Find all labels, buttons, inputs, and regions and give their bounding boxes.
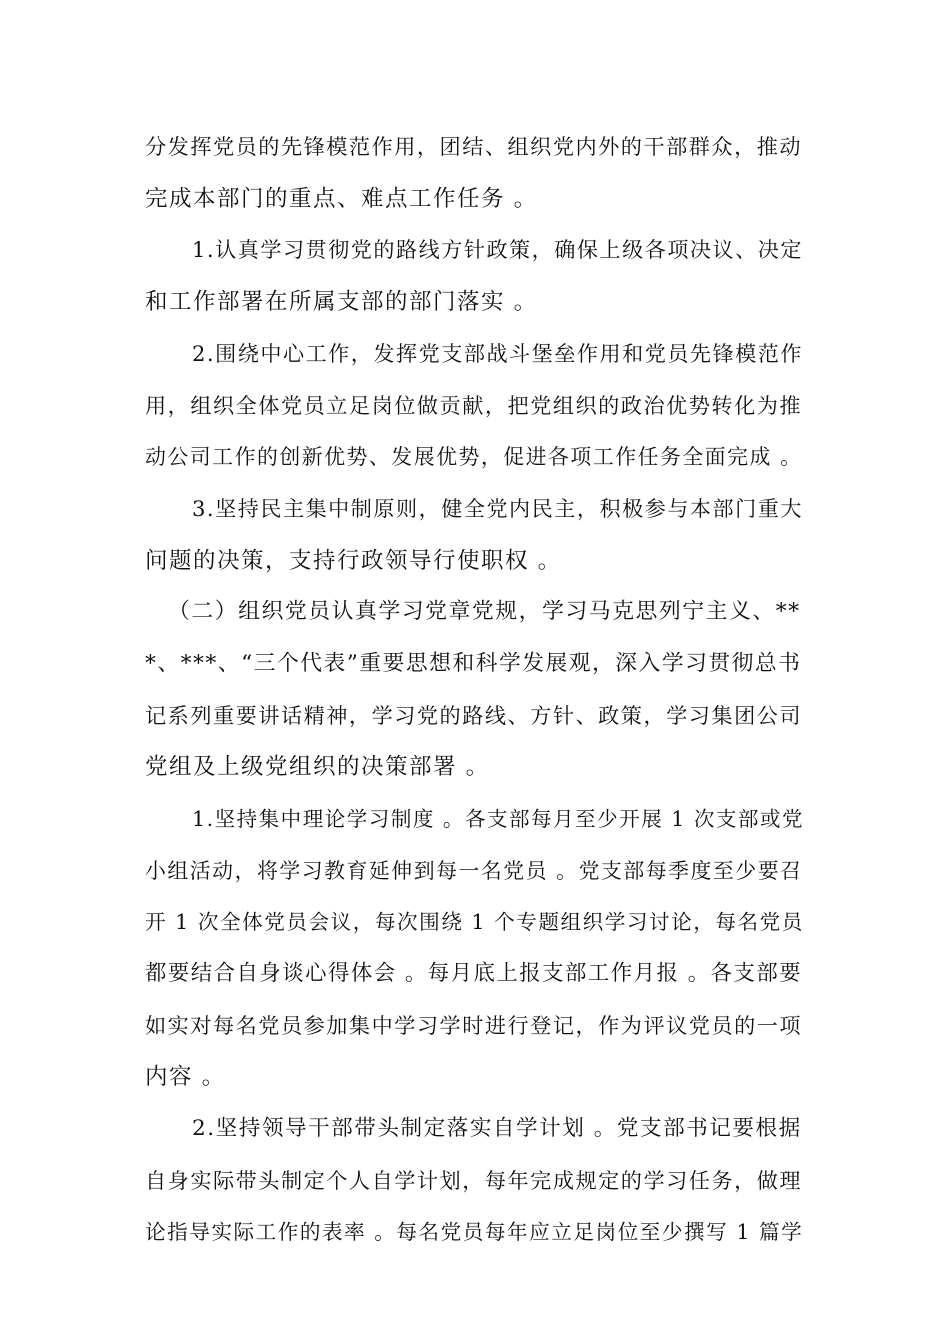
text-line: 论指导实际工作的表率 。每名党员每年应立足岗位至少撰写 1 篇学 — [145, 1220, 804, 1244]
text-line: 问题的决策，支持行政领导行使职权 。 — [145, 548, 562, 574]
text-line: 分发挥党员的先锋模范作用，团结、组织党内外的干部群众，推动 — [145, 134, 803, 159]
text-line: 完成本部门的重点、难点工作任务 。 — [145, 186, 538, 212]
text-line: 用，组织全体党员立足岗位做贡献，把党组织的政治优势转化为推 — [145, 393, 803, 418]
text-line: （二）组织党员认真学习党章党规，学习马克思列宁主义、** — [168, 599, 801, 624]
text-line: 都要结合自身谈心得体会 。每月底上报支部工作月报 。各支部要 — [145, 961, 803, 986]
text-line: 1.认真学习贯彻党的路线方针政策，确保上级各项决议、决定 — [192, 237, 803, 262]
text-line: *、***、“三个代表”重要思想和科学发展观，深入学习贯彻总书 — [145, 651, 802, 676]
text-line: 如实对每名党员参加集中学习学时进行登记，作为评议党员的一项 — [145, 1013, 803, 1038]
text-line: 开 1 次全体党员会议，每次围绕 1 个专题组织学习讨论，每名党员 — [145, 910, 804, 934]
text-line: 3.坚持民主集中制原则，健全党内民主，积极参与本部门重大 — [192, 496, 803, 521]
text-line: 内容 。 — [145, 1064, 226, 1090]
text-line: 和工作部署在所属支部的部门落实 。 — [145, 289, 538, 315]
text-line: 自身实际带头制定个人自学计划，每年完成规定的学习任务，做理 — [145, 1168, 803, 1193]
text-line: 记系列重要讲话精神，学习党的路线、方针、政策，学习集团公司 — [145, 703, 803, 728]
text-line: 1.坚持集中理论学习制度 。各支部每月至少开展 1 次支部或党 — [192, 807, 805, 831]
text-line: 党组及上级党组织的决策部署 。 — [145, 754, 490, 780]
text-line: 2.坚持领导干部带头制定落实自学计划 。党支部书记要根据 — [192, 1116, 802, 1141]
text-line: 小组活动，将学习教育延伸到每一名党员 。党支部每季度至少要召 — [145, 859, 803, 883]
text-line: 2.围绕中心工作，发挥党支部战斗堡垒作用和党员先锋模范作 — [192, 341, 803, 366]
text-line: 动公司工作的创新优势、发展优势，促进各项工作任务全面完成 。 — [145, 445, 803, 469]
